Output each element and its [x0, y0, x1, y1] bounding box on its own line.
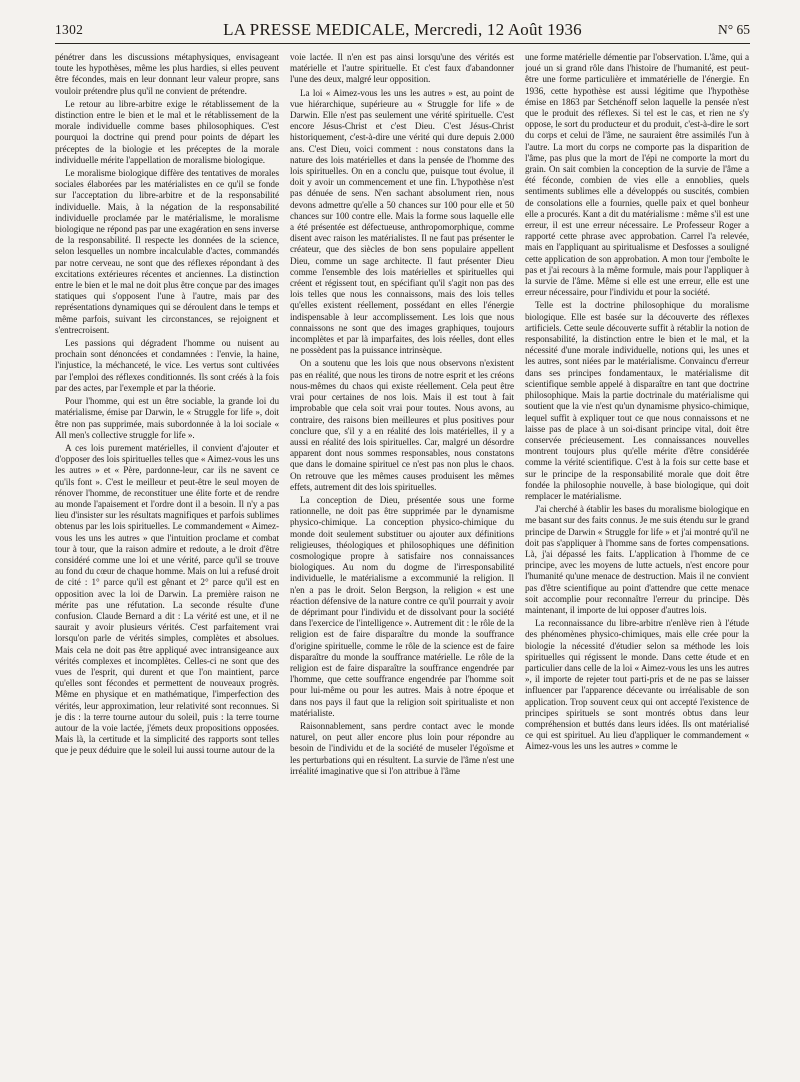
paragraph: Le moralisme biologique diffère des tentatives de morales sociales élaborées par les matérialistes en ce qu'il se fonde sur l'acceptation du libre-arbitre et de la responsabilité individuelle. Mais, à la négation de la responsabilité individuelle proclamée par le matérialisme, le moralisme biologique ne répond pas par une exagération en sens inverse de la responsabilité. Il respecte les données de la science, selon lesquelles un nombre incalculable d'actes, commandés par notre cerveau, ne sont que des réflexes répondant à des excitations extérieures récentes et anciennes. La distinction entre le bien et le mal ne doit plus être conçue par des images statiques qui s'opposent l'une à l'autre, mais par des représentations dynamiques qui se déroulent dans le temps et même parfois, suivant les circonstances, se rejoignent et s'entrecroisent.: [55, 168, 279, 335]
paragraph: La reconnaissance du libre-arbitre n'enlève rien à l'étude des phénomènes physico-chimiques, mais elle crée pour la biologie la nécessité d'étudier selon sa méthode les lois spirituelles qui régissent le monde. Dans cette étude et en particulier dans celle de la loi « Aimez-vous les uns les autres », il importe de rejeter tout parti-pris et de ne pas se laisser influencer par l'apparence décevante ou irréalisable de son application. Trop souvent ceux qui ont accepté l'existence de principes spirituels se sont montrés obtus dans leur compréhension et buttés dans leurs idées. Ils ont matérialisé ce qui est spirituel. Au lieu d'appliquer le commandement « Aimez-vous les uns les autres » comme le: [525, 618, 749, 752]
paragraph: pénétrer dans les discussions métaphysiques, envisageant toute les hypothèses, même les plus hardies, si elles peuvent être fécondes, mais en leur donnant leur valeur propre, sans vouloir prétendre plus qu'il ne convient de prétendre.: [55, 52, 279, 96]
paragraph: Pour l'homme, qui est un être sociable, la grande loi du matérialisme, émise par Darwin, le « Struggle for life », doit être non pas supprimée, mais subordonnée à la loi sociale « All men's collective struggle for life ».: [55, 396, 279, 440]
article-body: [55, 52, 750, 1074]
paragraph: Le retour au libre-arbitre exige le rétablissement de la distinction entre le bien et le mal et le rétablissement de la morale individuelle comme bases philosophiques. C'est pourquoi la doctrine qui prend pour points de départ les préceptes de la biologie et les préceptes de la morale individuelle mérite l'appellation de moralisme biologique.: [55, 98, 279, 165]
page-number: 1302: [55, 22, 84, 37]
paragraph: A ces lois purement matérielles, il convient d'ajouter et d'opposer des lois spirituelles telles que « Aimez-vous les uns les autres » et « Père, pardonne-leur, car ils ne savent ce qu'ils font ». C'est le meilleur et peut-être le seul moyen de rénover l'homme, de reconstituer une élite forte et de rendre au monde l'apaisement et l'ordre dont il a besoin. Il n'y a pas lieu d'insister sur les résultats magnifiques et parfois sublimes obtenus par les lois spirituelles. Le commandement « Aimez-vous les uns les autres » que l'intuition proclame et combat tour à tour, que la raison admire et redoute, a le droit d'être considéré comme une loi et une vérité, parce qu'il se trouve au fond du cœur de chaque homme. Mais on lui a refusé droit de cité : 1° parce qu'il est gênant et 2° parce qu'il est en opposition avec la loi de Darwin. La première raison ne mérite pas une réfutation. La seconde résulte d'une confusion. Claude Bernard a dit : La vérité est une, et il ne saurait y avoir plusieurs vérités. C'est parfaitement vrai lorsqu'on parle de vérités simples, complètes et absolues. Mais cela ne doit pas être appliqué avec intransigeance aux vérités complexes et incomplètes. Celles-ci ne sont que des vues de l'esprit, qui durent et que l'on maintient, parce qu'elles sont fécondes et permettent de nouveaux progrès. Même en physique et en mathématique, l'imperfection des vérités, leur approximation, leur relativité sont reconnues. Si je dis : la terre tourne autour du soleil, puis : la terre tourne autour de la voie lactée, j'émets deux propositions opposées. Mais là, la certitude et la simplicité des rapports sont telles que je peux déduire que le soleil lui aussi tourne autour de la: [55, 442, 279, 756]
paragraph: La conception de Dieu, présentée sous une forme rationnelle, ne doit pas être supprimée par le dynamisme physico-chimique. La conception physico-chimique du monde doit seulement substituer ou ajouter aux définitions religieuses, théologiques et philosophiques une définition cosmologique propre à satisfaire nos connaissances biologiques. Au nom du dogme de l'irresponsabilité individuelle, le matérialisme a excommunié la religion. Il n'en a pas le droit. Selon Bergson, la religion « est une réaction défensive de la nature contre ce qu'il pourrait y avoir de déprimant pour l'individu et de dissolvant pour la société dans l'exercice de l'intelligence ». Autrement dit : le rôle de la religion est de faire disparaître du monde la souffrance d'origine spirituelle, comme le rôle de la science est de faire disparaître du monde la souffrance matérielle. Le rôle de la religion est de faire disparaître la souffrance engendrée par l'homme, que cette souffrance engendrée par l'homme soit pour lui-même ou pour les autres. Mais à notre époque et dans nos pays il faut que la religion soit spiritualiste et non matérialiste.: [290, 494, 514, 718]
running-header: [55, 20, 750, 44]
paragraph: voie lactée. Il n'en est pas ainsi lorsqu'une des vérités est matérielle et l'autre spirituelle. Et c'est faux d'abandonner l'une des deux, malgré leur opposition.: [290, 52, 514, 85]
column-1: [55, 52, 279, 1074]
column-3: [525, 52, 749, 1074]
paragraph: On a soutenu que les lois que nous observons n'existent pas en réalité, que nous les tirons de notre esprit et les créons nous-mêmes du chaos qui existe réellement. Cela peut être vrai pour certaines de nos lois. Mais il est tout à fait improbable que cela soit vrai pour toutes. Nous avons, au contraire, des raisons bien meilleures et plus positives pour conclure que, s'il y a en réalité des lois matérielles, il y a aussi en réalité des lois spirituelles. Car, malgré un désordre apparent dont nous sommes responsables, nous constatons que dans le domaine spirituel ce n'est pas non plus le chaos. On retrouve que les mêmes causes produisent les mêmes effets, autrement dit des lois spirituelles.: [290, 358, 514, 492]
journal-title: LA PRESSE MEDICALE, Mercredi, 12 Août 1936: [223, 20, 582, 39]
paragraph: La loi « Aimez-vous les uns les autres » est, au point de vue hiérarchique, supérieure au « Struggle for life » de Darwin. Elle n'est pas seulement une vérité spirituelle. C'est encore Jésus-Christ et c'est Dieu. C'est Jésus-Christ historiquement, c'est-à-dire une vérité qui dure depuis 2.000 ans. C'est Dieu, voici comment : nous constatons dans la nature des lois matérielles et dans la pensée de l'homme des lois spirituelles. On en a conclu que, puisque tout évolue, il doit y avoir un commencement et une fin. L'hypothèse n'est pas dénuée de sens. N'en sachant absolument rien, nous devons admettre qu'elle a 50 chances sur 100 pour elle et 50 chances sur 100 contre elle. Mais la forme sous laquelle elle a été présentée est défectueuse, anthropomorphique, comme disent avec raison les matérialistes. Il ne faut pas présenter le créateur, que des siècles de bon sens populaire appellent Dieu, comme un sage architecte. Il faut présenter Dieu comme l'ensemble des lois matérielles et spirituelles qui créent et régissent tout, en spécifiant qu'il s'agit non pas des lois telles que nous les connaissons, mais des lois telles qu'elles existent réellement, possédant en elles l'énergie indispensable à leur accomplissement. Les lois que nous connaissons ne sont que des images graphiques, toujours incomplètes et par là imparfaites, des lois réelles, dont elles ne possèdent pas la puissance intrinsèque.: [290, 87, 514, 356]
issue-number: N° 65: [717, 22, 750, 37]
paragraph: J'ai cherché à établir les bases du moralisme biologique en me basant sur des faits connus. Je me suis étendu sur le grand principe de Darwin « Struggle for life » et j'ai montré qu'il ne doit pas s'appliquer à l'homme sans de fortes compensations. Là, j'ai dépassé les faits. L'application à l'homme de ce principe, avec les moyens de lutte actuels, n'est encore pour l'humanité qu'une menace de destruction. Mais il ne convient pas d'être scientifique au point d'attendre que cette menace soit accomplie pour reconnaître l'erreur du principe. Dès maintenant, il importe de lui opposer d'autres lois.: [525, 504, 749, 615]
paragraph: Les passions qui dégradent l'homme ou nuisent au prochain sont dénoncées et condamnées : l'envie, la haine, l'injustice, la méchanceté, le vice. Les vertus sont cultivées par l'emploi des réflexes conditionnés. Ils sont créés à la fois par des actes, par l'exemple et par la théorie.: [55, 338, 279, 393]
paragraph: Raisonnablement, sans perdre contact avec le monde naturel, on peut aller encore plus loin pour répondre au besoin de l'individu et de la société de museler l'égoïsme et les perturbations qui en résultent. La survie de l'âme n'est une irréalité imaginative que si l'on attribue à l'âme: [290, 720, 514, 776]
paragraph: une forme matérielle démentie par l'observation. L'âme, qui a joué un si grand rôle dans l'histoire de l'humanité, est peut-être une forme particulière et immatérielle de l'énergie. En 1936, cette hypothèse est aussi légitime que l'hypothèse émise en 1863 par Setchénoff selon laquelle la pensée n'est que le produit des réflexes. Si tel est le cas, et rien ne s'y oppose, le sort du producteur et du produit, c'est-à-dire le sort du corps et celui de l'âme, ne sauraient être assimilés l'un à l'autre. La mort du corps ne comporte pas la disparition de l'âme, pas plus que la mort de l'épi ne comporte la mort du grain. On sait combien la conception de la survie de l'âme a été féconde, combien de vies elle a ennoblies, quels sentiments sublimes elle a développés ou suscités, combien de consolations elle a fournies, quelle paix et quel bonheur elle a procurés. Kant a dit du matérialisme : même s'il est une erreur, il est une erreur nécessaire. Le Professeur Roger a rapporté cette phrase avec approbation. Carrel l'a relevée, mais en l'appliquant au spiritualisme et Desfosses a souligné cette application de son approbation. A mon tour j'emboîte le pas et j'ai recours à la même formule, mais pour l'appliquer à la survie de l'âme. Même si elle est une erreur, elle est une erreur nécessaire, pour l'individu et pour la société.: [525, 52, 749, 298]
paragraph: Telle est la doctrine philosophique du moralisme biologique. Elle est basée sur la découverte des réflexes artificiels. Cette seule découverte suffit à rétablir la notion de responsabilité, la distinction entre le bien et le mal, et la nécessité d'une morale individuelle, notions qui, les unes et les autres, sont niées par le matérialisme. Convaincu d'erreur dans ses principes fondamentaux, le matérialisme dit scientifique semble appelé à disparaître en tant que doctrine philosophique. Mais la partie doctrinale du matérialisme qui soutient que la vie n'est qu'un dynamisme physico-chimique, lequel suffit à expliquer tout ce que nous connaissons et ne laisse pas de place à un soi-disant principe vital, doit être conservée précieusement. Les connaissances nouvelles montrent toujours plus qu'elle mérite d'être considérée comme la vérité scientifique. C'est à la fois sur cette base et sur le principe de la responsabilité morale que doit être fondée la philosophie nouvelle, à base biologique, qui doit remplacer le matérialisme.: [525, 300, 749, 501]
column-2: [290, 52, 514, 1074]
